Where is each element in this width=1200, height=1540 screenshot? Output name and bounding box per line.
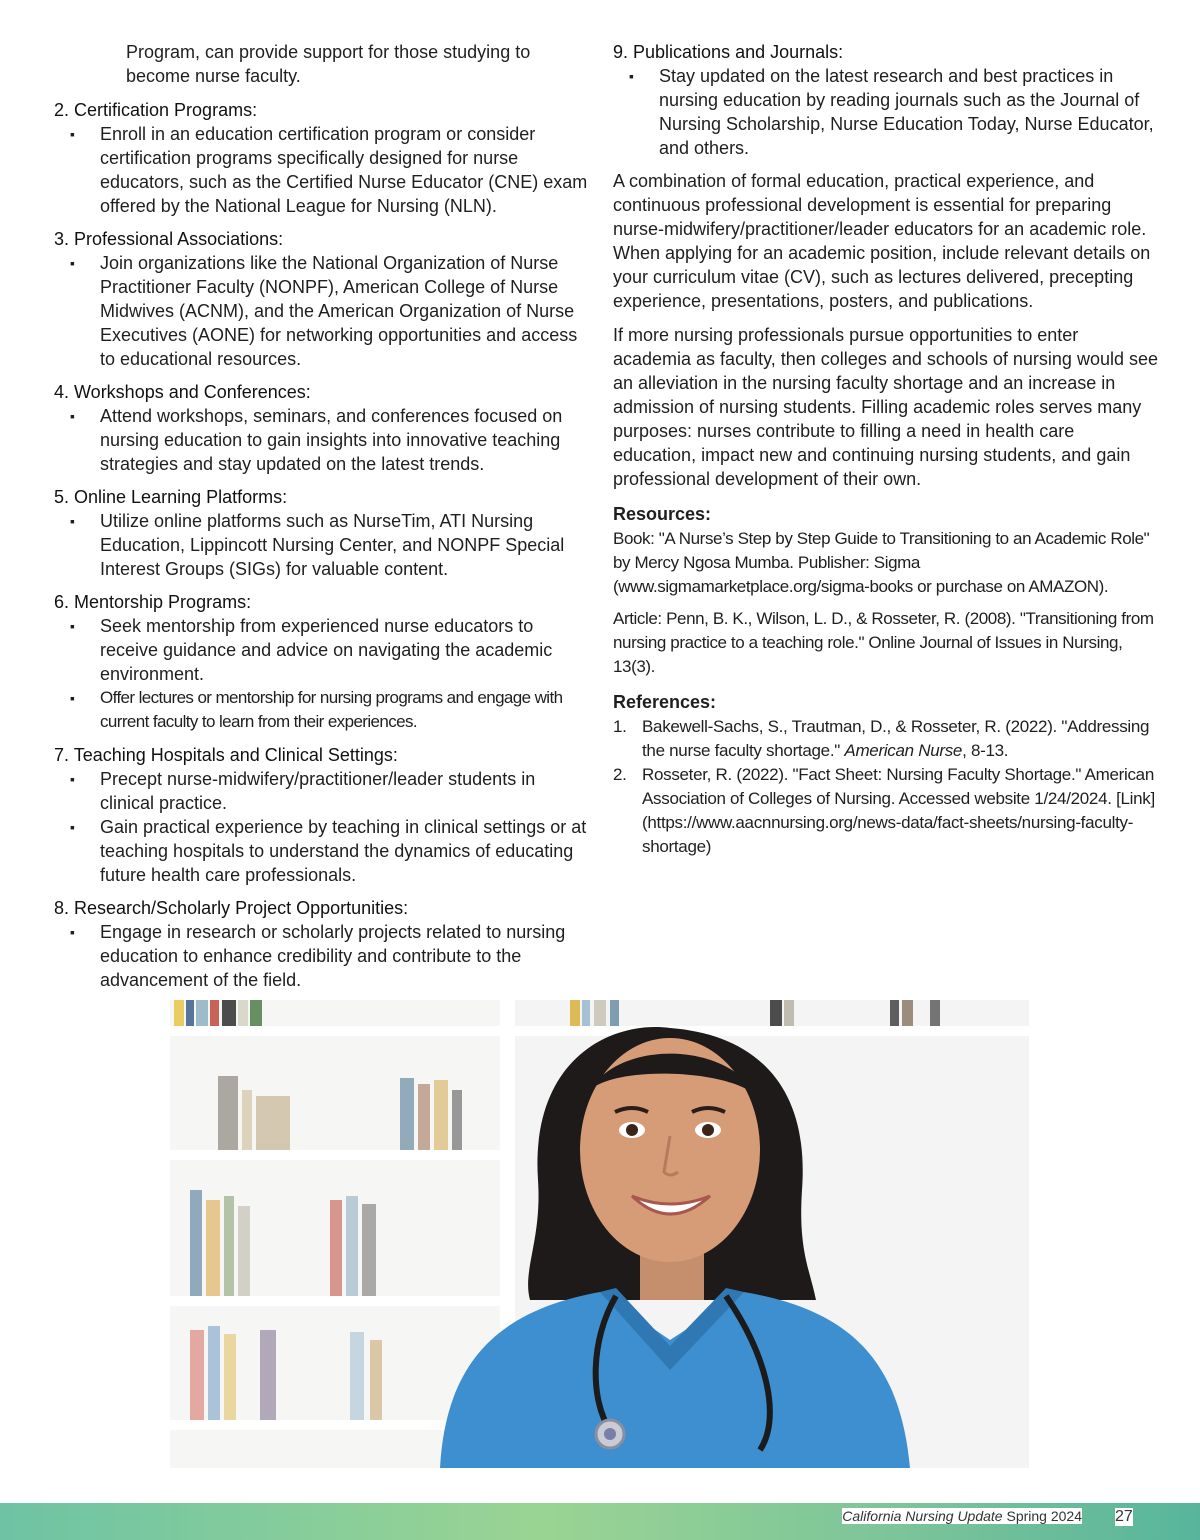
bullet-item: ▪ Utilize online platforms such as NurseTim, ATI Nursing Education, Lippincott Nursing Center, and NONPF Special Interest Groups (SIGs) for valuable content. (70, 511, 565, 579)
bullet-icon: ▪ (70, 513, 75, 529)
nurse-photo-illustration (170, 1000, 1029, 1468)
bullet-item: ▪ Stay updated on the latest research and best practices in nursing education by reading journals such as the Journal of Nursing Scholarship, Nurse Education Today, Nurse Educator, and others. (629, 66, 1154, 158)
section-heading: 2. Certification Programs: (54, 100, 258, 120)
body-paragraph: A combination of formal education, practical experience, and continuous professional development is essential for preparing nurse-midwifery/practitioner/leader educators for an academic role. When applying for an academic position, include relevant details on your curriculum vitae (CV), such as lectures delivered, precepting experience, presentations, posters, and publications. (613, 171, 1151, 311)
nurse-photo (170, 1000, 1029, 1468)
footer-publication: California Nursing Update Spring 2024 (842, 1508, 1082, 1524)
section-heading: 9. Publications and Journals: (613, 42, 844, 62)
section-online-learning (54, 485, 594, 581)
references-heading: References: (613, 692, 717, 712)
bullet-icon: ▪ (629, 68, 634, 84)
bullet-item: ▪ Precept nurse-midwifery/practitioner/leader students in clinical practice. (70, 769, 536, 813)
bullet-icon: ▪ (70, 771, 75, 787)
section-research-opportunities (54, 896, 594, 992)
body-paragraph: If more nursing professionals pursue opportunities to enter academia as faculty, then colleges and schools of nursing would see an alleviation in the nursing faculty shortage and an increase in admission of nursing students. Filling academic roles serves many purposes: nurses contribute to filling a need in health care education, impact new and continuing nursing students, and gain professional development of their own. (613, 325, 1158, 489)
bullet-icon: ▪ (70, 618, 75, 634)
resource-item: Article: Penn, B. K., Wilson, L. D., & Rosseter, R. (2008). "Transitioning from nursing practice to a teaching role." Online Journal of Issues in Nursing, 13(3). (613, 609, 1154, 676)
bullet-icon: ▪ (70, 690, 75, 706)
bullet-item: ▪ Offer lectures or mentorship for nursing programs and engage with current faculty to learn from their experiences. (70, 688, 563, 731)
bullet-item: ▪ Gain practical experience by teaching in clinical settings or at teaching hospitals to understand the dynamics of educating future health care professionals. (70, 817, 587, 885)
section-mentorship-programs (54, 590, 594, 734)
left-column (54, 40, 594, 1001)
section-professional-associations (54, 227, 594, 371)
bullet-item: ▪ Enroll in an education certification program or consider certification programs specifically designed for nurse educators, such as the Certified Nurse Educator (CNE) exam offered by the National League for Nursing (NLN). (70, 124, 588, 216)
bullet-icon: ▪ (70, 924, 75, 940)
section-certification-programs (54, 98, 594, 218)
section-heading: 5. Online Learning Platforms: (54, 487, 288, 507)
bullet-item: ▪ Seek mentorship from experienced nurse educators to receive guidance and advice on navigating the academic environment. (70, 616, 553, 684)
reference-item: 1. Bakewell-Sachs, S., Trautman, D., & Rosseter, R. (2022). "Addressing the nurse faculty shortage." American Nurse, 8-13. (613, 717, 1150, 760)
resource-item: Book: "A Nurse’s Step by Step Guide to Transitioning to an Academic Role" by Mercy Ngosa Mumba. Publisher: Sigma (www.sigmamarketplace.org/sigma-books or purchase on AMAZON). (613, 529, 1150, 596)
section-heading: 7. Teaching Hospitals and Clinical Settings: (54, 745, 398, 765)
bullet-icon: ▪ (70, 126, 75, 142)
bullet-item: ▪ Engage in research or scholarly projects related to nursing education to enhance credibility and contribute to the advancement of the field. (70, 922, 566, 990)
reference-number: 1. (613, 717, 627, 736)
reference-number: 2. (613, 765, 627, 784)
section-heading: 4. Workshops and Conferences: (54, 382, 311, 402)
continuation-text: Program, can provide support for those studying to become nurse faculty. (126, 42, 531, 86)
bullet-icon: ▪ (70, 255, 75, 271)
bullet-icon: ▪ (70, 408, 75, 424)
section-heading: 6. Mentorship Programs: (54, 592, 252, 612)
page-number: 27 (1115, 1508, 1133, 1525)
section-teaching-hospitals (54, 743, 594, 887)
bullet-item: ▪ Join organizations like the National Organization of Nurse Practitioner Faculty (NONPF), American College of Nurse Midwives (ACNM), and the American Organization of Nurse Executives (AONE) for networking opportunities and access to educational resources. (70, 253, 578, 369)
bullet-item: ▪ Attend workshops, seminars, and conferences focused on nursing education to gain insights into innovative teaching strategies and stay updated on the latest trends. (70, 406, 563, 474)
bullet-icon: ▪ (70, 819, 75, 835)
section-workshops-conferences (54, 380, 594, 476)
reference-item: 2. Rosseter, R. (2022). "Fact Sheet: Nursing Faculty Shortage." American Association of Colleges of Nursing. Accessed website 1/24/2024. [Link](https://www.aacnnursing.org/news-data/fact-sheets/nursing-faculty-shortage) (613, 765, 1155, 856)
right-column (613, 40, 1158, 859)
section-publications-journals (613, 40, 1158, 160)
section-heading: 3. Professional Associations: (54, 229, 284, 249)
resources-heading: Resources: (613, 504, 712, 524)
section-heading: 8. Research/Scholarly Project Opportunities: (54, 898, 409, 918)
